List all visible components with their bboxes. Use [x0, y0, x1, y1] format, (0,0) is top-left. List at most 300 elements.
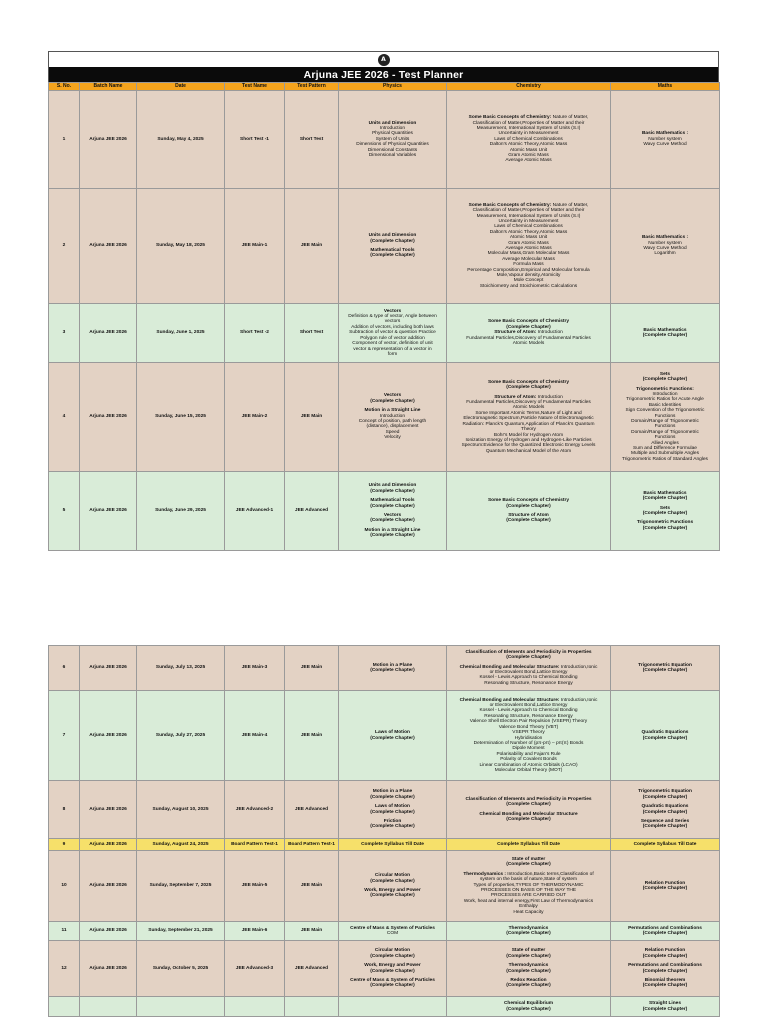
topic-heading: Chemical Bonding and Molecular Structure:: [459, 697, 560, 703]
chapter-heading: Permutations and Combinations: [628, 925, 702, 931]
cell-sno: 3: [49, 304, 80, 363]
chapter-heading: (Complete Chapter): [642, 333, 688, 338]
cell-date: [137, 997, 225, 1017]
cell-physics: [339, 646, 447, 691]
col-test-name: Test Name: [225, 83, 285, 91]
topic-line: Resonating Structure, Resonance Energy: [484, 713, 573, 719]
topic-heading: Chemical Bonding and Molecular Structure:: [459, 664, 560, 670]
cell-date: Sunday, June 15, 2025: [137, 363, 225, 472]
chapter-heading: (Complete Chapter): [642, 886, 688, 891]
chapter-heading: (Complete Chapter): [506, 968, 551, 974]
chapter-heading: Circular Motion: [374, 948, 411, 954]
chapter-heading: Laws of Motion: [375, 804, 410, 810]
cell-sno: 7: [49, 691, 80, 781]
topic-detail: Introduction,Basic terms,Classification of: [505, 871, 594, 877]
table-row: [49, 922, 720, 941]
topic-line: Dimensions of Physical Quantities: [356, 142, 429, 148]
chapter-heading: (Complete Chapter): [642, 824, 688, 830]
chapter-heading: (Complete Chapter): [370, 518, 415, 524]
cell-date: Sunday, July 13, 2025: [137, 646, 225, 691]
topic-line: Trigonometric Ratios of Standard Angles: [622, 456, 708, 462]
cell-maths: [611, 304, 720, 363]
topic-line: Molecular Mass,Gram Molecular Mass: [487, 251, 570, 257]
topic-line: Uncertainty in Measurement: [498, 218, 559, 224]
table-row: [49, 363, 720, 472]
chapter-heading: Some Basic Concepts of Chemistry: [487, 319, 570, 325]
cell-test-name: JEE Main-6: [225, 922, 285, 941]
col-date: Date: [137, 83, 225, 91]
topic-line: VSEPR Theory: [512, 730, 545, 736]
cell-batch: [80, 997, 137, 1017]
table-row: [49, 691, 720, 781]
topic-line: Mole,Vapour density,Atomicity: [496, 273, 561, 279]
topic-detail: Introduction: [536, 394, 563, 400]
table-row: [49, 851, 720, 922]
cell-date: Sunday, August 24, 2025: [137, 839, 225, 851]
chapter-heading: Binomial theorem: [644, 977, 686, 983]
cell-test-name: [225, 997, 285, 1017]
chapter-heading: Work, Energy and Power: [364, 963, 421, 969]
cell-maths: [611, 691, 720, 781]
cell-test-pattern: JEE Advanced: [285, 472, 339, 551]
topic-line: Quantum Mechanical Model of the Atom: [485, 448, 572, 454]
chapter-heading: (Complete Chapter): [642, 511, 688, 516]
chapter-heading: Quadratic Equations: [641, 730, 689, 736]
chapter-heading: Trigonometric Equation: [638, 662, 692, 668]
topic-line: Wavy Curve Method: [643, 142, 687, 148]
topic-line: Introduction: [652, 391, 678, 397]
chapter-heading: (Complete Chapter): [370, 668, 415, 673]
topic-line: Polarisability and Fajan's Rule: [496, 751, 561, 757]
cell-batch: Arjuna JEE 2026: [80, 189, 137, 304]
topic-detail: Introduction: [536, 330, 563, 336]
cell-date: Sunday, September 21, 2025: [137, 922, 225, 941]
chapter-heading: Trigonometric Functions: [636, 520, 694, 526]
topic-line: Dalton's Atomic Theory,Atomic Mass: [489, 142, 568, 148]
topic-heading: Structure of Atom:: [494, 330, 537, 336]
cell-maths: [611, 91, 720, 189]
cell-test-name: JEE Main-3: [225, 646, 285, 691]
topic-heading: Structure of Atom:: [494, 394, 537, 400]
cell-chemistry: [447, 839, 611, 851]
chapter-heading: (Complete Chapter): [370, 253, 415, 259]
cell-test-name: Short Test -2: [225, 304, 285, 363]
topic-line: Types of properties,TYPES OF THERMODYNAMIC: [473, 882, 584, 888]
topic-line: Valence Shell Electron Pair Repulsion (VSEPR) Theory: [469, 719, 588, 725]
cell-physics: [339, 941, 447, 997]
cell-test-name: JEE Main-5: [225, 851, 285, 922]
topic-line: Trigonometric Ratios for Acute Angle: [626, 397, 704, 403]
logo-row: [48, 51, 719, 67]
cell-physics: [339, 189, 447, 304]
topic-line: Ionization Energy of Hydrogen and Hydrogen-Like Particles: [465, 437, 592, 443]
cell-test-name: JEE Main-2: [225, 363, 285, 472]
topic-line: Average Atomic Mass: [505, 158, 552, 164]
table-row: [49, 941, 720, 997]
topic-line: Multiple and Submultiple Angles: [631, 451, 699, 457]
topic-line: Component of vector, definition of unit: [352, 341, 433, 347]
cell-physics: [339, 851, 447, 922]
chapter-heading: Quadratic Equations: [641, 804, 689, 810]
chapter-heading: (Complete Chapter): [370, 968, 415, 974]
chapter-heading: (Complete Chapter): [642, 735, 688, 741]
table-row: [49, 91, 720, 189]
chapter-heading: (Complete Chapter): [506, 385, 551, 391]
cell-date: Sunday, May 18, 2025: [137, 189, 225, 304]
chapter-heading: Permutations and Combinations: [628, 963, 702, 969]
cell-test-name: JEE Advanced-3: [225, 941, 285, 997]
chapter-heading: Structure of Atom: [508, 513, 549, 518]
chapter-heading: Motion in a Straight Line: [364, 408, 421, 414]
topic-line: Measurement, International System of Units (S.I): [476, 125, 581, 131]
topic-line: Linear Combination of Atomic Orbitals (LCAO): [479, 762, 578, 768]
cell-sno: 12: [49, 941, 80, 997]
cell-sno: 9: [49, 839, 80, 851]
chapter-heading: Straight Lines: [649, 1001, 681, 1007]
cell-date: Sunday, October 5, 2025: [137, 941, 225, 997]
cell-batch: Arjuna JEE 2026: [80, 91, 137, 189]
cell-maths: [611, 839, 720, 851]
chapter-heading: Trigonometric Functions:: [636, 386, 694, 392]
cell-chemistry: [447, 472, 611, 551]
cell-sno: [49, 997, 80, 1017]
chapter-heading: (Complete Chapter): [642, 377, 688, 383]
cell-physics: [339, 922, 447, 941]
chapter-heading: (Complete Chapter): [642, 968, 688, 974]
chapter-heading: Relation Function: [644, 880, 686, 886]
topic-line: Molecular Orbital Theory (MOT): [494, 767, 563, 773]
chapter-heading: Mathematical Tools: [370, 248, 415, 253]
cell-physics: [339, 472, 447, 551]
topic-line: Allied Angles: [651, 440, 679, 446]
topic-line: Atomic Models: [512, 405, 545, 411]
chapter-heading: (Complete Chapter): [370, 398, 415, 404]
col-chemistry: Chemistry: [447, 83, 611, 91]
cell-sno: 6: [49, 646, 80, 691]
cell-maths: [611, 781, 720, 839]
topic-line: Atomic Models: [512, 341, 545, 347]
topic-line: Velocity: [384, 435, 401, 441]
chapter-heading: (Complete Chapter): [370, 878, 415, 884]
topic-line: Average Molecular Mass: [502, 256, 555, 262]
cell-batch: Arjuna JEE 2026: [80, 781, 137, 839]
chapter-heading: State of matter: [511, 856, 546, 862]
topic-line: Number system: [648, 136, 682, 142]
topic-line: Domain/Range of Trigonometric: [631, 429, 699, 435]
topic-line: Laws of Chemical Combinations: [494, 224, 563, 230]
topic-line: Fundamental Particles,Discovery of Fundamental Particles: [466, 400, 591, 406]
topic-line: Work, heat and internal energy,First Law of Thermodynamics: [463, 898, 594, 904]
cell-test-name: Board Pattern Test-1: [225, 839, 285, 851]
topic-line: Functions: [654, 435, 676, 441]
cell-physics: [339, 363, 447, 472]
chapter-heading: (Complete Chapter): [370, 824, 415, 830]
chapter-heading: Thermodynamics: [508, 963, 549, 969]
cell-maths: [611, 941, 720, 997]
chapter-heading: (Complete Chapter): [370, 983, 415, 989]
topic-line: Resonating Structure, Resonance Energy: [484, 680, 573, 686]
topic-line: Kossel - Lewis Approach to Chemical Bonding: [479, 675, 578, 681]
cell-date: Sunday, July 27, 2025: [137, 691, 225, 781]
col-physics: Physics: [339, 83, 447, 91]
chapter-heading: (Complete Chapter): [642, 668, 688, 673]
cell-sno: 1: [49, 91, 80, 189]
topic-heading: Thermodynamics :: [463, 871, 506, 877]
topic-line: PROCESSES ON BASIS OF THE WAY THE: [480, 888, 577, 893]
cell-sno: 5: [49, 472, 80, 551]
topic-line: System of Units: [375, 136, 410, 142]
chapter-heading: Basic Mathematics :: [641, 131, 689, 137]
table-row: [49, 781, 720, 839]
chapter-heading: Sets: [659, 371, 671, 377]
topic-line: Functions: [654, 413, 676, 419]
topic-line: or Electrovalent Bond,Lattice Energy: [489, 703, 568, 709]
cell-test-pattern: Short Test: [285, 304, 339, 363]
topic-line: Heat Capacity: [513, 909, 544, 915]
cell-maths: [611, 997, 720, 1017]
topic-line: Atomic Mass Unit: [509, 235, 548, 241]
topic-line: Measurement, International System of Units (S.I): [476, 213, 581, 219]
chapter-heading: (Complete Chapter): [370, 794, 415, 800]
topic-line: system on the basis of nature,State of system: [479, 877, 578, 883]
cell-chemistry: [447, 304, 611, 363]
topic-line: Uncertainty in Measurement: [498, 131, 559, 137]
cell-chemistry: [447, 91, 611, 189]
topic-line: Gram Atomic Mass: [508, 240, 549, 246]
topic-heading: Some Basic Concepts of Chemistry:: [468, 115, 552, 121]
cell-chemistry: [447, 189, 611, 304]
topic-line: PROCESSES ARE CARRIED OUT: [490, 893, 567, 899]
cell-maths: [611, 472, 720, 551]
cell-test-pattern: JEE Main: [285, 363, 339, 472]
chapter-heading: (Complete Chapter): [642, 794, 688, 800]
chapter-heading: Centre of Mass & System of Particles: [350, 977, 435, 983]
chapter-heading: Some Basic Concepts of Chemistry: [487, 379, 570, 385]
topic-line: or Electrovalent Bond,Lattice Energy: [489, 670, 568, 675]
topic-line: Classification of Matter,Properties of Matter and their: [472, 120, 585, 126]
topic-line: Average Atomic Mass: [505, 246, 552, 251]
cell-test-pattern: JEE Advanced: [285, 781, 339, 839]
topic-line: Subtraction of vector & question Practice: [349, 330, 436, 336]
cell-test-pattern: JEE Main: [285, 922, 339, 941]
cell-date: Sunday, August 10, 2025: [137, 781, 225, 839]
cell-test-pattern: Short Test: [285, 91, 339, 189]
topic-line: Definition & type of vector, Angle between: [348, 314, 437, 320]
chapter-heading: Motion in a Plane: [372, 662, 413, 668]
cell-test-name: JEE Main-4: [225, 691, 285, 781]
table-row: [49, 189, 720, 304]
topic-line: Sum and Difference Formulae: [633, 446, 697, 452]
table-row: [49, 472, 720, 551]
topic-line: Percentage Composition,Empirical and Molecular formula: [467, 267, 590, 273]
chapter-heading: Vectors: [383, 393, 402, 399]
topic-detail: Nature of Matter,: [551, 115, 589, 121]
topic-detail: Introduction,Ionic: [559, 697, 598, 703]
chapter-heading: Complete Syllabus Till Date: [361, 841, 424, 847]
cell-batch: Arjuna JEE 2026: [80, 304, 137, 363]
cell-test-pattern: [285, 997, 339, 1017]
chapter-heading: (Complete Chapter): [642, 1006, 688, 1012]
chapter-heading: (Complete Chapter): [370, 488, 415, 494]
col-batch: Batch Name: [80, 83, 137, 91]
chapter-heading: Basic Mathematics :: [641, 235, 689, 241]
test-planner-sheet-2: [48, 645, 719, 1017]
cell-test-name: JEE Advanced-2: [225, 781, 285, 839]
topic-line: Bohr's Model for Hydrogen Atom: [493, 432, 564, 438]
chapter-heading: Laws of Motion: [375, 730, 410, 736]
cell-batch: Arjuna JEE 2026: [80, 851, 137, 922]
topic-line: Atomic Mass Unit: [509, 147, 548, 153]
cell-maths: [611, 189, 720, 304]
cell-batch: Arjuna JEE 2026: [80, 691, 137, 781]
table-row: [49, 997, 720, 1017]
topic-line: Functions: [654, 424, 676, 430]
cell-test-pattern: Board Pattern Test-1: [285, 839, 339, 851]
topic-line: Some Important Atomic Terms,Nature of Light and: [475, 410, 582, 416]
cell-test-pattern: JEE Main: [285, 691, 339, 781]
topic-line: Concept of position, path length: [358, 419, 427, 424]
cell-sno: 4: [49, 363, 80, 472]
chapter-heading: Complete Syllabus Till Date: [497, 841, 560, 847]
cell-physics: [339, 691, 447, 781]
chapter-heading: Some Basic Concepts of Chemistry: [487, 498, 570, 504]
chapter-heading: (Complete Chapter): [642, 983, 688, 989]
test-planner-sheet-1: [48, 51, 719, 551]
cell-physics: [339, 91, 447, 189]
cell-date: Sunday, June 29, 2025: [137, 472, 225, 551]
cell-chemistry: [447, 997, 611, 1017]
topic-line: Spectrum:Evidence for the Quantized Electronic Energy Levels: [461, 443, 596, 449]
topic-line: Gram Atomic Mass: [508, 153, 549, 159]
chapter-heading: (Complete Chapter): [642, 496, 688, 502]
topic-line: Addition of vectors, including both laws: [351, 324, 434, 330]
topic-line: Theory: [521, 427, 536, 433]
topic-line: Introduction: [379, 125, 406, 131]
cell-sno: 8: [49, 781, 80, 839]
chapter-heading: Basic Mathematics: [643, 327, 687, 333]
topic-line: Introduction: [379, 413, 406, 419]
topic-line: Fundamental Particles,Discovery of Fundamental Particles: [466, 335, 591, 341]
chapter-heading: (Complete Chapter): [642, 525, 688, 531]
chapter-heading: Mathematical Tools: [370, 498, 415, 504]
cell-maths: [611, 363, 720, 472]
chapter-heading: (Complete Chapter): [642, 953, 688, 959]
cell-test-name: Short Test -1: [225, 91, 285, 189]
chapter-heading: Redox Reaction: [510, 977, 547, 983]
topic-line: vector & representation of a vector in: [353, 346, 432, 352]
topic-line: Wavy Curve Method: [643, 246, 687, 251]
topic-line: Domain/Range of Trigonometric: [631, 419, 699, 424]
planner-table-2: [48, 645, 720, 1017]
chapter-heading: (Complete Chapter): [506, 983, 551, 989]
brand-logo-icon: A: [378, 54, 390, 66]
cell-sno: 2: [49, 189, 80, 304]
chapter-heading: Relation Function: [644, 948, 686, 954]
chapter-heading: (Complete Chapter): [506, 931, 551, 936]
topic-line: Electromagnetic Spectrum,Particle Nature of Electromagnetic: [463, 416, 594, 422]
chapter-heading: Centre of Mass & System of Particles: [350, 925, 435, 931]
chapter-heading: Chemical Bonding and Molecular Structure: [479, 811, 578, 817]
cell-test-name: JEE Main-1: [225, 189, 285, 304]
topic-line: Polygon rule of vector addition: [360, 335, 425, 341]
cell-sno: 11: [49, 922, 80, 941]
topic-line: Mole Concept: [513, 278, 544, 284]
cell-physics: [339, 304, 447, 363]
topic-line: Dimensional Constants: [367, 147, 418, 153]
page-title: Arjuna JEE 2026 - Test Planner: [48, 67, 719, 82]
chapter-heading: Basic Mathematics: [643, 490, 687, 496]
col-test-pattern: Test Pattern: [285, 83, 339, 91]
cell-chemistry: [447, 363, 611, 472]
cell-batch: Arjuna JEE 2026: [80, 646, 137, 691]
chapter-heading: (Complete Chapter): [370, 503, 415, 509]
topic-heading: Some Basic Concepts of Chemistry:: [468, 202, 552, 208]
cell-test-name: JEE Advanced-1: [225, 472, 285, 551]
cell-date: Sunday, September 7, 2025: [137, 851, 225, 922]
cell-chemistry: [447, 922, 611, 941]
chapter-heading: (Complete Chapter): [506, 518, 551, 524]
topic-detail: Introduction,Ionic: [559, 664, 598, 670]
cell-chemistry: [447, 851, 611, 922]
cell-chemistry: [447, 941, 611, 997]
topic-line: Number system: [648, 240, 682, 246]
chapter-heading: State of matter: [511, 948, 546, 954]
topic-line: (distance), displacement: [366, 424, 419, 430]
topic-line: Basic Identities: [648, 402, 682, 408]
cell-maths: [611, 922, 720, 941]
topic-line: Sign Convention of the Trigonometric: [625, 408, 705, 414]
chapter-heading: (Complete Chapter): [506, 953, 551, 959]
topic-line: Logarithm: [654, 251, 676, 257]
chapter-heading: (Complete Chapter): [506, 503, 551, 509]
cell-sno: 10: [49, 851, 80, 922]
col-maths: Maths: [611, 83, 720, 91]
chapter-heading: Circular Motion: [374, 873, 411, 879]
cell-batch: Arjuna JEE 2026: [80, 363, 137, 472]
chapter-heading: Work, Energy and Power: [364, 888, 421, 893]
cell-test-pattern: JEE Advanced: [285, 941, 339, 997]
topic-line: Stoichiometry and Stoichiometric Calculations: [479, 283, 578, 289]
topic-line: Polarity of Covalent Bonds: [500, 757, 557, 763]
chapter-heading: (Complete Chapter): [506, 816, 551, 822]
cell-test-pattern: JEE Main: [285, 851, 339, 922]
chapter-heading: (Complete Chapter): [506, 324, 551, 330]
topic-line: Dipole Moment: [512, 746, 545, 752]
cell-physics: [339, 839, 447, 851]
chapter-heading: Friction: [383, 818, 402, 824]
topic-line: Determination of Number of (pπ-pπ) – pπ(π) Bonds: [473, 740, 584, 746]
chapter-heading: (Complete Chapter): [506, 862, 551, 868]
topic-line: Valence Bond Theory (VBT): [498, 724, 559, 730]
cell-physics: [339, 997, 447, 1017]
col-sno: S. No.: [49, 83, 80, 91]
topic-line: Radiation: Planck's Quantum,Application of Planck's Quantum: [462, 421, 595, 427]
cell-test-pattern: JEE Main: [285, 189, 339, 304]
chapter-heading: Motion in a Plane: [372, 789, 413, 795]
topic-line: COM: [386, 931, 399, 936]
topic-line: Laws of Chemical Combinations: [494, 136, 563, 142]
cell-date: Sunday, May 4, 2025: [137, 91, 225, 189]
cell-date: Sunday, June 1, 2025: [137, 304, 225, 363]
cell-batch: Arjuna JEE 2026: [80, 839, 137, 851]
cell-chemistry: [447, 691, 611, 781]
cell-chemistry: [447, 646, 611, 691]
cell-batch: Arjuna JEE 2026: [80, 941, 137, 997]
chapter-heading: (Complete Chapter): [370, 953, 415, 959]
topic-line: Kossel - Lewis Approach to Chemical Bonding: [479, 708, 578, 714]
topic-line: Physical Quantities: [372, 131, 413, 137]
cell-batch: Arjuna JEE 2026: [80, 922, 137, 941]
